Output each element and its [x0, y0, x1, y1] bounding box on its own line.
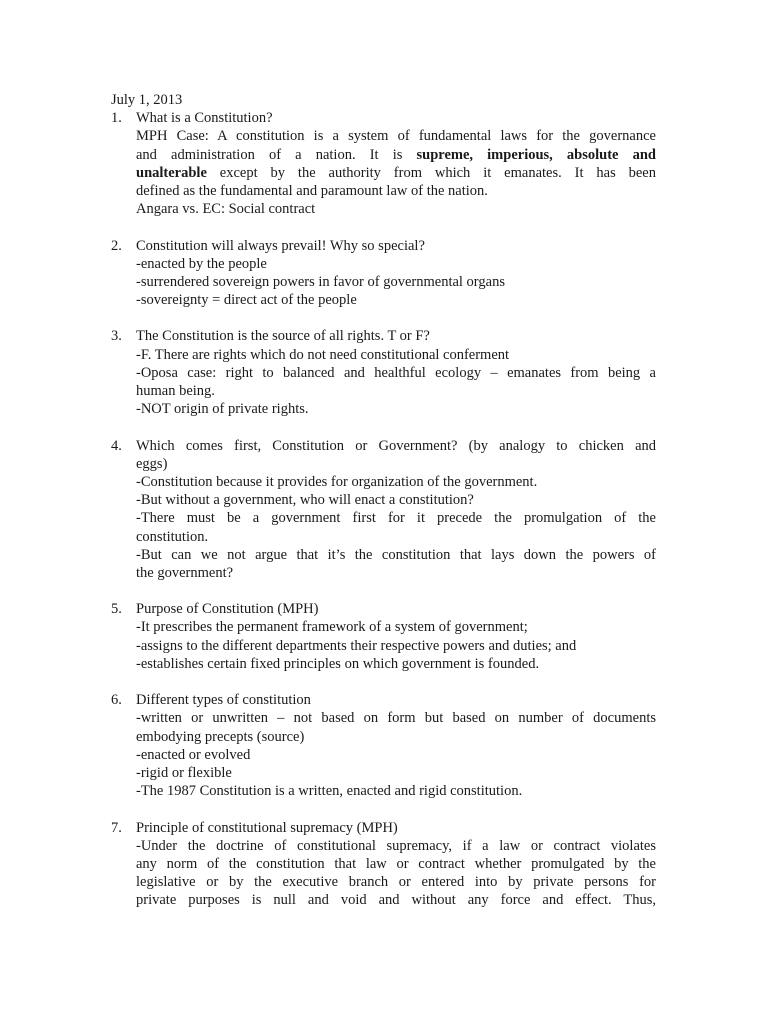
item-text-line: the government? — [136, 564, 234, 581]
numbered-list — [111, 109, 656, 909]
item-heading: Different types of constitution — [136, 692, 311, 709]
item-text-line: -Constitution because it provides for organization of the government. — [136, 473, 538, 490]
item-heading: Which comes first, Constitution or Government? (by analogy to chicken and — [136, 437, 656, 454]
item-heading: Principle of constitutional supremacy (MPH) — [136, 819, 398, 836]
item-number: 3. — [111, 328, 122, 345]
item-text-line — [136, 164, 656, 182]
item-text-line: private purposes is null and void and without any force and effect. Thus, — [136, 892, 656, 909]
list-item — [111, 691, 656, 800]
item-text-line: legislative or by the executive branch or entered into by private persons for — [136, 874, 656, 891]
list-item — [111, 237, 656, 310]
item-heading: The Constitution is the source of all rights. T or F? — [136, 328, 430, 345]
item-text-line: Angara vs. EC: Social contract — [136, 201, 316, 218]
item-text-line: eggs) — [136, 455, 168, 472]
item-text-line: -enacted by the people — [136, 255, 267, 272]
list-item — [111, 819, 656, 910]
item-number: 2. — [111, 237, 122, 254]
item-heading: Constitution will always prevail! Why so special? — [136, 237, 425, 254]
list-item — [111, 600, 656, 673]
item-text-line: -F. There are rights which do not need constitutional conferment — [136, 346, 510, 363]
item-heading: What is a Constitution? — [136, 110, 273, 127]
item-text-line: -enacted or evolved — [136, 746, 251, 763]
item-text-line: defined as the fundamental and paramount law of the nation. — [136, 182, 488, 199]
list-item — [111, 109, 656, 218]
list-item — [111, 327, 656, 418]
item-text-line: -surrendered sovereign powers in favor of governmental organs — [136, 273, 505, 290]
item-text-line: human being. — [136, 383, 215, 399]
line-text: except by the authority from which it emanates. It has been — [206, 164, 656, 181]
item-heading: Purpose of Constitution (MPH) — [136, 601, 319, 618]
item-text-line: -Under the doctrine of constitutional supremacy, if a law or contract violates — [136, 837, 656, 854]
line-text: and administration of a nation. It is — [136, 146, 417, 163]
item-text-line: -It prescribes the permanent framework of a system of government; — [136, 619, 528, 636]
item-text-line: -The 1987 Constitution is a written, enacted and rigid constitution. — [136, 783, 523, 800]
item-text-line: -rigid or flexible — [136, 764, 232, 781]
document-date: July 1, 2013 — [111, 92, 183, 108]
document-page — [111, 91, 656, 909]
item-text-line: -NOT origin of private rights. — [136, 401, 309, 418]
item-text-line: MPH Case: A constitution is a system of fundamental laws for the governance — [136, 128, 656, 145]
item-text-line: any norm of the constitution that law or contract whether promulgated by the — [136, 855, 656, 872]
bold-emphasis: unalterable — [136, 164, 207, 181]
item-number: 5. — [111, 601, 122, 618]
item-text-line — [136, 146, 656, 164]
item-number: 4. — [111, 437, 122, 454]
bold-emphasis: supreme, imperious, absolute and — [416, 146, 656, 163]
item-text-line: -written or unwritten – not based on form but based on number of documents — [136, 710, 656, 727]
item-text-line: -There must be a government first for it precede the promulgation of the — [136, 510, 656, 527]
item-text-line: constitution. — [136, 528, 209, 545]
item-number: 6. — [111, 692, 122, 709]
item-text-line: -assigns to the different departments their respective powers and duties; and — [136, 637, 577, 654]
item-number: 1. — [111, 110, 122, 127]
item-text-line: -Oposa case: right to balanced and healthful ecology – emanates from being a — [136, 364, 656, 381]
item-text-line: -sovereignty = direct act of the people — [136, 292, 357, 309]
item-text-line: -But can we not argue that it’s the constitution that lays down the powers of — [136, 546, 656, 563]
item-text-line: embodying precepts (source) — [136, 728, 305, 745]
item-number: 7. — [111, 819, 122, 836]
list-item — [111, 437, 656, 583]
item-text-line: -establishes certain fixed principles on which government is founded. — [136, 655, 540, 672]
item-text-line: -But without a government, who will enact a constitution? — [136, 492, 474, 509]
